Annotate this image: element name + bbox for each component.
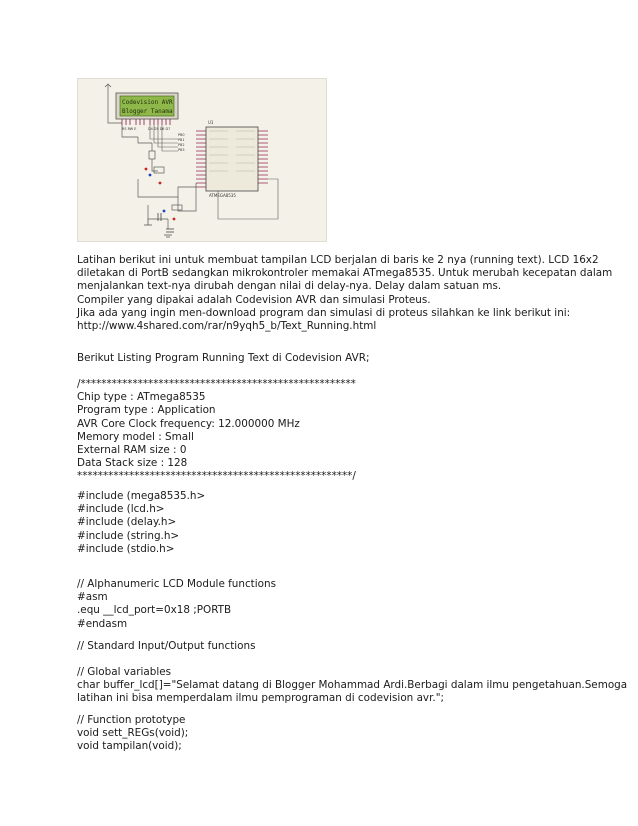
svg-text:PB0: PB0	[178, 133, 185, 137]
download-link[interactable]: http://www.4shared.com/rar/n9yqh5_b/Text_Running.html	[77, 319, 377, 332]
code-line: External RAM size : 0	[77, 443, 187, 456]
code-line: Chip type : ATmega8535	[77, 391, 206, 404]
code-line: // Alphanumeric LCD Module functions	[77, 578, 276, 590]
code-line: .equ __lcd_port=0x18 ;PORTB	[77, 604, 232, 617]
code-line: /*****************************************************	[77, 378, 356, 390]
globals-block	[77, 666, 628, 706]
svg-text:PB2: PB2	[178, 143, 185, 147]
intro-line: Jika ada yang ingin men-download program dan simulasi di proteus silahkan ke link berikut ini:	[77, 306, 571, 319]
intro-line: menjalankan text-nya dirubah dengan nilai di delay-nya. Delay dalam satuan ms.	[77, 280, 502, 293]
svg-text:D4 D5 D6 D7: D4 D5 D6 D7	[148, 127, 171, 131]
code-line: void tampilan(void);	[77, 740, 182, 753]
header-comment-block	[77, 378, 557, 484]
code-line: #include (stdio.h>	[77, 542, 175, 555]
prototypes-block	[77, 714, 557, 754]
lcd-line-1: Codevision AVR	[122, 99, 173, 106]
code-line: #endasm	[77, 617, 128, 630]
code-line: *****************************************************/	[77, 470, 356, 483]
intro-line: Latihan berikut ini untuk membuat tampilan LCD berjalan di baris ke 2 nya (running text). LCD 16x2	[77, 254, 599, 266]
intro-line: Compiler yang dipakai adalah Codevision AVR dan simulasi Proteus.	[77, 293, 431, 306]
code-line: #include (mega8535.h>	[77, 490, 206, 502]
code-line: void sett_REGs(void);	[77, 727, 189, 740]
code-line: // Standard Input/Output functions	[77, 640, 256, 652]
code-line: #include (lcd.h>	[77, 503, 165, 516]
intro-line: diletakan di PortB sedangkan mikrokontroler memakai ATmega8535. Untuk merubah kecepatan dalam	[77, 267, 613, 280]
code-line: #asm	[77, 591, 108, 604]
schematic-drawing	[78, 79, 327, 242]
lcd-line-2: Blogger Tanama	[122, 108, 173, 115]
listing-heading	[77, 352, 557, 365]
svg-text:RS RW E: RS RW E	[122, 127, 137, 131]
code-line: char buffer_lcd[]="Selamat datang di Blogger Mohammad Ardi.Berbagi dalam ilmu pengetahuan.Semoga	[77, 679, 628, 692]
lcd-asm-block	[77, 578, 557, 631]
svg-text:U1: U1	[208, 120, 214, 125]
code-line: Program type : Application	[77, 404, 216, 417]
includes-block	[77, 490, 557, 556]
svg-text:PB1: PB1	[178, 138, 185, 142]
stdio-comment-block	[77, 640, 557, 653]
code-line: AVR Core Clock frequency: 12.000000 MHz	[77, 417, 300, 430]
code-line: Data Stack size : 128	[77, 457, 188, 470]
code-line: #include (delay.h>	[77, 516, 177, 529]
schematic-figure	[77, 78, 327, 242]
svg-text:PB3: PB3	[178, 148, 185, 152]
code-line: #include (string.h>	[77, 529, 180, 542]
listing-heading-text: Berikut Listing Program Running Text di Codevision AVR;	[77, 352, 370, 364]
code-line: Memory model : Small	[77, 430, 194, 443]
chip-label: ATMEGA8535	[209, 193, 236, 198]
intro-paragraph	[77, 254, 613, 333]
code-line: latihan ini bisa memperdalam ilmu pemprograman di codevision avr.";	[77, 692, 444, 705]
code-line: // Global variables	[77, 666, 172, 678]
code-line: // Function prototype	[77, 714, 186, 726]
